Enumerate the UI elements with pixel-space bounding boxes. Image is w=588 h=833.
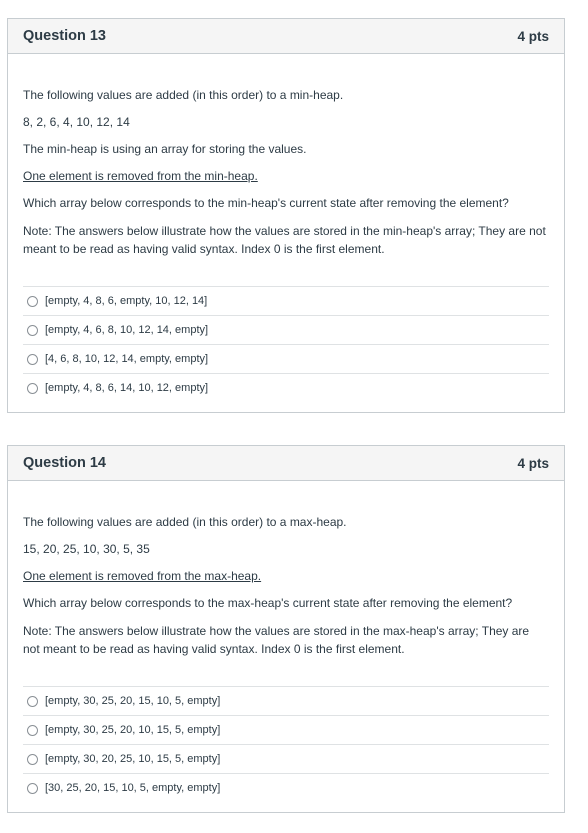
question-paragraph: 15, 20, 25, 10, 30, 5, 35 (23, 542, 150, 556)
answer-label[interactable]: [empty, 4, 6, 8, 10, 12, 14, empty] (45, 324, 209, 336)
answer-label[interactable]: [empty, 4, 8, 6, empty, 10, 12, 14] (45, 295, 208, 307)
answer-option[interactable] (23, 773, 549, 802)
answer-label[interactable]: [empty, 4, 8, 6, 14, 10, 12, empty] (45, 382, 209, 394)
question-paragraph: One element is removed from the max-heap. (23, 569, 262, 583)
answer-list (23, 686, 549, 802)
answer-list (23, 286, 549, 402)
question-paragraph: The following values are added (in this order) to a max-heap. (23, 515, 347, 529)
radio-button[interactable] (27, 325, 38, 336)
answer-label[interactable]: [empty, 30, 25, 20, 15, 10, 5, empty] (45, 695, 221, 707)
answer-label[interactable]: [empty, 30, 20, 25, 10, 15, 5, empty] (45, 753, 221, 765)
answer-option[interactable] (23, 715, 549, 744)
question-paragraph: Note: The answers below illustrate how the values are stored in the max-heap's array; They are not meant to be read as having valid syntax. Index 0 is the first element. (23, 624, 530, 656)
question-paragraph: Which array below corresponds to the min-heap's current state after removing the element? (23, 196, 509, 210)
answer-option[interactable] (23, 744, 549, 773)
question-text (8, 514, 564, 658)
question-paragraph: Note: The answers below illustrate how the values are stored in the min-heap's array; They are not meant to be read as having valid syntax. Index 0 is the first element. (23, 224, 546, 256)
radio-button[interactable] (27, 383, 38, 394)
question-13-card (7, 18, 565, 413)
question-14-card (7, 445, 565, 813)
answer-option[interactable] (23, 286, 549, 315)
question-paragraph: 8, 2, 6, 4, 10, 12, 14 (23, 115, 130, 129)
question-title: Question 14 (23, 455, 106, 471)
answer-label[interactable]: [empty, 30, 25, 20, 10, 15, 5, empty] (45, 724, 221, 736)
radio-button[interactable] (27, 354, 38, 365)
answer-option[interactable] (23, 373, 549, 402)
answer-option[interactable] (23, 315, 549, 344)
question-text (8, 87, 564, 258)
radio-button[interactable] (27, 725, 38, 736)
radio-button[interactable] (27, 783, 38, 794)
question-paragraph: One element is removed from the min-heap. (23, 169, 258, 183)
question-paragraph: The min-heap is using an array for storing the values. (23, 142, 307, 156)
question-header (8, 446, 564, 481)
radio-button[interactable] (27, 754, 38, 765)
question-points: 4 pts (517, 455, 549, 471)
question-header (8, 19, 564, 54)
answer-label[interactable]: [30, 25, 20, 15, 10, 5, empty, empty] (45, 782, 221, 794)
question-paragraph: The following values are added (in this order) to a min-heap. (23, 88, 344, 102)
radio-button[interactable] (27, 296, 38, 307)
answer-option[interactable] (23, 686, 549, 715)
question-title: Question 13 (23, 28, 106, 44)
answer-option[interactable] (23, 344, 549, 373)
answer-label[interactable]: [4, 6, 8, 10, 12, 14, empty, empty] (45, 353, 209, 365)
question-paragraph: Which array below corresponds to the max-heap's current state after removing the element? (23, 596, 513, 610)
radio-button[interactable] (27, 696, 38, 707)
question-points: 4 pts (517, 28, 549, 44)
